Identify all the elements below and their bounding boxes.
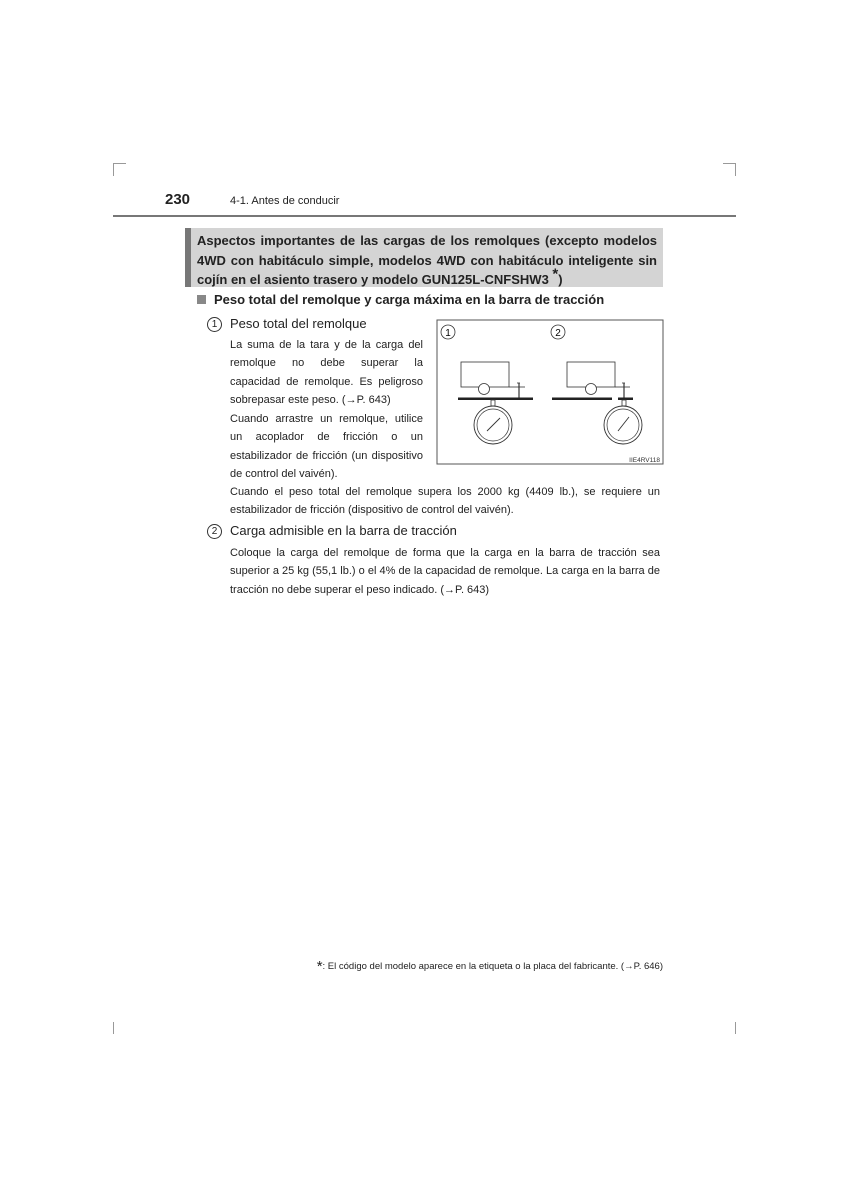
crop-mark [113, 163, 126, 176]
heading-text: Aspectos importantes de las cargas de los remolques (excepto modelos 4WD con habitáculo simple, modelos 4WD con habitáculo inteligente sin cojín en el asiento trasero y modelo GUN125L-CNFSHW3 [197, 233, 657, 287]
item-title: Peso total del remolque [230, 316, 367, 331]
item-2-heading [207, 523, 457, 539]
item-1-para2: Cuando arrastre un remolque, utilice un acoplador de fricción o un estabilizador de fricción (un dispositivo de control del vaivén). [230, 413, 423, 481]
section-title: 4-1. Antes de conducir [230, 195, 340, 207]
item-1-para1: La suma de la tara y de la carga del remolque no debe superar la capacidad de remolque. Es peligroso sobrepasar este peso. (→P. 643) [230, 339, 423, 407]
page-number: 230 [165, 191, 191, 208]
circled-number: 2 [207, 524, 222, 539]
subheading [197, 292, 604, 307]
square-bullet-icon [197, 295, 206, 304]
crop-mark [723, 163, 736, 176]
section-heading-box [185, 228, 663, 287]
crop-mark [113, 1022, 126, 1034]
item-1-para3: Cuando el peso total del remolque supera los 2000 kg (4409 lb.), se requiere un estabilizador de fricción (dispositivo de control del vaivén). [230, 486, 660, 517]
label-1-text: 1 [445, 328, 451, 339]
heading-close: ) [558, 272, 563, 287]
header-rule [113, 215, 736, 217]
trailer-weight-figure [430, 315, 670, 480]
footnote-text: : El código del modelo aparece en la etiqueta o la placa del fabricante. (→P. 646) [322, 961, 663, 972]
subheading-text: Peso total del remolque y carga máxima en la barra de tracción [214, 292, 605, 307]
item-2-para: Coloque la carga del remolque de forma que la carga en la barra de tracción sea superior a 25 kg (55,1 lb.) o el 4% de la capacidad de remolque. La carga en la barra de tracción no debe superar el peso indicado. (→P. 643) [230, 547, 660, 596]
footnote-asterisk: * [316, 958, 323, 975]
item-title: Carga admisible en la barra de tracción [230, 523, 457, 538]
asterisk: * [552, 265, 559, 283]
circled-number: 1 [207, 317, 222, 332]
item-1-heading [207, 316, 367, 332]
footnote [270, 958, 663, 975]
label-2-text: 2 [555, 328, 561, 339]
crop-mark [723, 1022, 736, 1034]
figure-code: IIE4RV118 [629, 457, 660, 464]
